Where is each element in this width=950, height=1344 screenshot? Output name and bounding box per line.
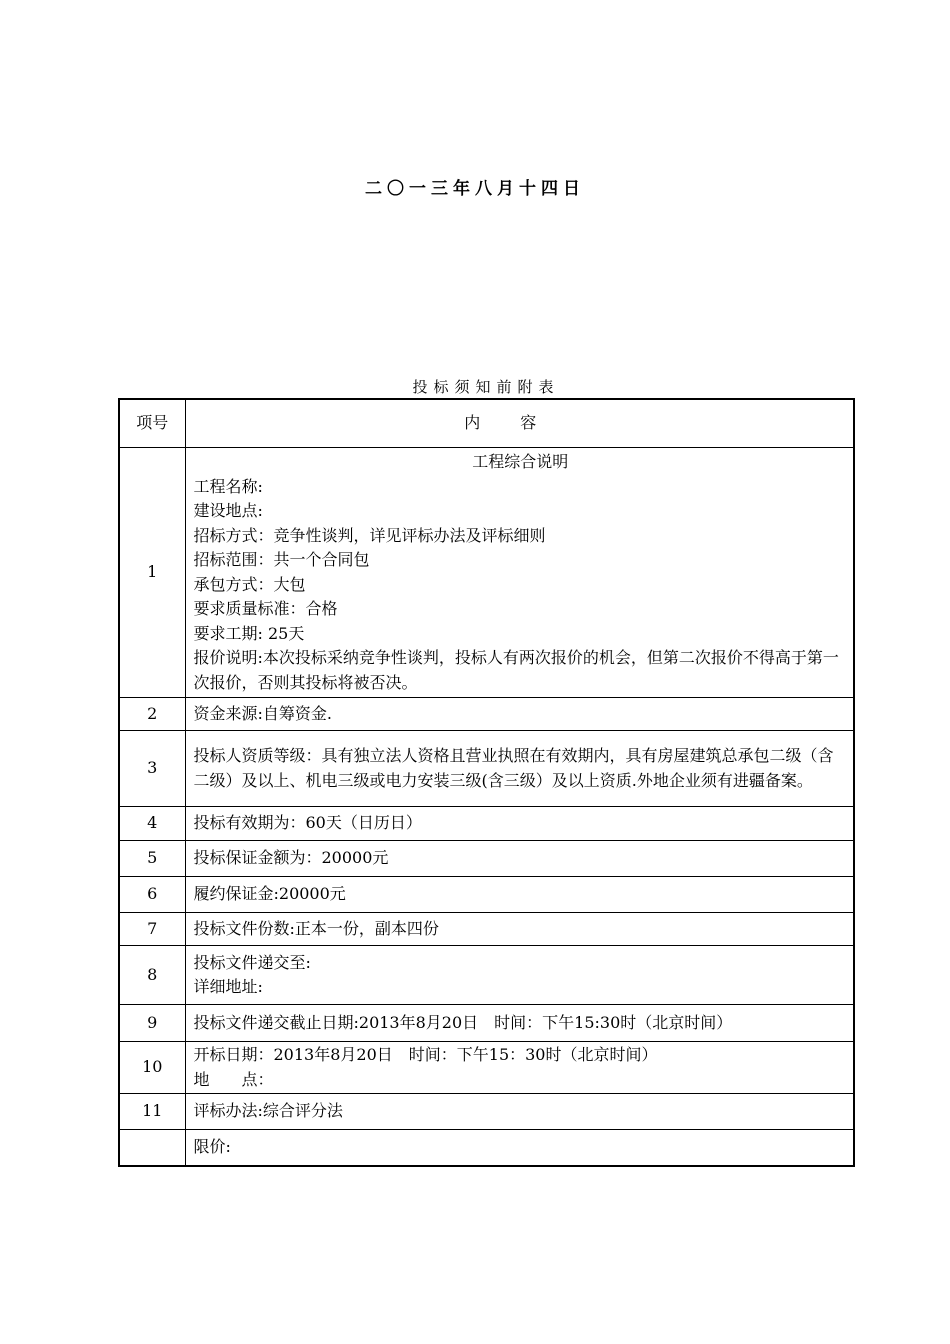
table-header-row — [119, 399, 854, 448]
content-line: 报价说明:本次投标采纳竞争性谈判，投标人有两次报价的机会，但第二次报价不得高于第一次报价，否则其投标将被否决。 — [193, 648, 839, 692]
content-line: 详细地址: — [193, 977, 263, 996]
row-content — [185, 841, 854, 877]
row-number: 6 — [119, 877, 185, 913]
table-row — [119, 946, 854, 1005]
table-row — [119, 1130, 854, 1166]
row-content — [185, 1042, 854, 1094]
content-line: 投标人资质等级：具有独立法人资格且营业执照在有效期内，具有房屋建筑总承包二级（含二级）及以上、机电三级或电力安装三级(含三级）及以上资质.外地企业须有进疆备案。 — [193, 746, 834, 790]
row-content — [185, 698, 854, 731]
row-content — [185, 946, 854, 1005]
row-number: 2 — [119, 698, 185, 731]
row-number: 7 — [119, 913, 185, 946]
content-line: 招标方式：竞争性谈判，详见评标办法及评标细则 — [193, 525, 546, 545]
content-line: 投标保证金额为：20000元 — [193, 848, 389, 868]
row-number — [119, 1130, 185, 1166]
content-line: 建设地点: — [193, 501, 263, 520]
row-content — [185, 913, 854, 946]
row-content — [185, 1130, 854, 1166]
row-number: 4 — [119, 807, 185, 841]
row-number: 9 — [119, 1005, 185, 1042]
row-subtitle: 工程综合说明 — [472, 452, 569, 471]
date-heading: 二〇一三年八月十四日 — [365, 179, 585, 199]
content-line: 开标日期：2013年8月20日 时间：下午15：30时（北京时间） — [193, 1045, 658, 1064]
row-number: 1 — [119, 448, 185, 698]
row-number: 5 — [119, 841, 185, 877]
table-row — [119, 698, 854, 731]
table-row — [119, 731, 854, 807]
header-content: 内容 — [185, 399, 854, 448]
table-row — [119, 913, 854, 946]
table-caption: 投标须知前附表 — [412, 378, 560, 396]
header-item-number: 项号 — [119, 399, 185, 448]
table-row — [119, 807, 854, 841]
content-line: 履约保证金:20000元 — [193, 884, 346, 904]
table-row — [119, 841, 854, 877]
content-line: 投标文件份数:正本一份，副本四份 — [193, 918, 439, 938]
row-content — [185, 448, 854, 698]
table-row — [119, 1042, 854, 1094]
row-content — [185, 1005, 854, 1042]
content-line: 评标办法:综合评分法 — [193, 1101, 343, 1121]
table-row — [119, 1005, 854, 1042]
content-line: 工程名称: — [193, 476, 263, 496]
row-number: 10 — [119, 1042, 185, 1094]
content-line: 招标范围：共一个合同包 — [193, 550, 370, 569]
row-content — [185, 877, 854, 913]
row-content — [185, 807, 854, 841]
table-row — [119, 877, 854, 913]
table-row — [119, 1094, 854, 1130]
content-line: 地 点： — [193, 1069, 274, 1089]
row-number: 3 — [119, 731, 185, 807]
content-line: 投标有效期为：60天（日历日） — [193, 813, 422, 833]
content-line: 限价: — [193, 1137, 231, 1156]
content-line: 要求工期: 25天 — [193, 623, 305, 643]
content-line: 资金来源:自筹资金. — [193, 703, 332, 723]
content-line: 承包方式：大包 — [193, 574, 306, 594]
row-content — [185, 731, 854, 807]
notice-table — [118, 398, 855, 1167]
row-content — [185, 1094, 854, 1130]
content-line: 投标文件递交至: — [193, 952, 311, 972]
row-number: 11 — [119, 1094, 185, 1130]
content-line: 投标文件递交截止日期:2013年8月20日 时间：下午15:30时（北京时间） — [193, 1012, 733, 1032]
row-number: 8 — [119, 946, 185, 1005]
content-line: 要求质量标准：合格 — [193, 599, 338, 618]
table-row — [119, 448, 854, 698]
